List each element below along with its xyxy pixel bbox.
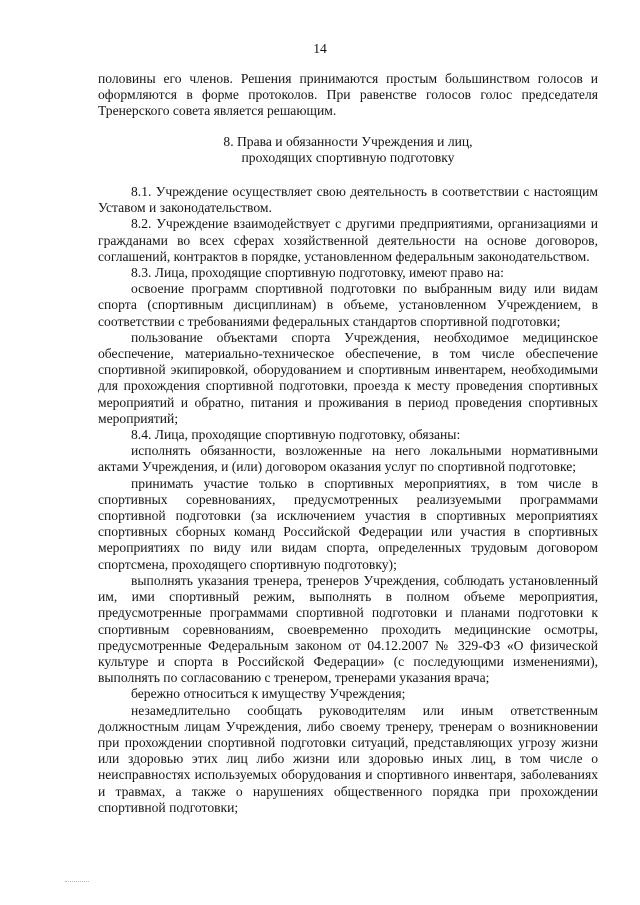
- clause-8-1: 8.1. Учреждение осуществляет свою деятельность в соответствии с настоящим Уставом и законодательством.: [98, 184, 598, 216]
- section-heading-line-1: 8. Права и обязанности Учреждения и лиц,: [223, 133, 473, 149]
- right-item-programs: освоение программ спортивной подготовки по выбранным виду или видам спорта (спортивным дисциплинам) в объеме, установленном Учреждением, в соответствии с требованиями федеральных стандартов спортивной подготовки;: [98, 281, 598, 329]
- clause-8-2: 8.2. Учреждение взаимодействует с другими предприятиями, организациями и гражданами во всех сферах хозяйственной деятельности на основе договоров, соглашений, контрактов в порядке, установленном федеральным законодательством.: [98, 216, 598, 264]
- page-number: 14: [313, 41, 327, 56]
- duty-item-local-acts: исполнять обязанности, возложенные на него локальными нормативными актами Учреждения, и (или) договором оказания услуг по спортивной подготовке;: [98, 443, 598, 475]
- clause-8-4: 8.4. Лица, проходящие спортивную подготовку, обязаны:: [131, 427, 461, 443]
- right-item-facilities: пользование объектами спорта Учреждения, необходимое медицинское обеспечение, материально-техническое обеспечение, в том числе обеспечение спортивной экипировкой, оборудованием и спортивным инвентарем, необходимыми для прохождения спортивной подготовки, проезда к месту проведения спортивных мероприятий и обратно, питания и проживания в период проведения спортивных мероприятий;: [98, 329, 598, 426]
- duty-item-coach-instructions: выполнять указания тренера, тренеров Учреждения, соблюдать установленный им, ими спортивный режим, выполнять в полном объеме мероприятия, предусмотренные программами спортивной подготовки и планами подготовки к спортивным соревнованиям, своевременно проходить медицинские осмотры, предусмотренные Федеральным законом от 04.12.2007 № 329-ФЗ «О физической культуре и спорта в Российской Федерации» (с последующими изменениями), выполнять по согласованию с тренером, тренерами указания врача;: [98, 572, 598, 686]
- clause-8-3: 8.3. Лица, проходящие спортивную подготовку, имеют право на:: [131, 265, 504, 281]
- duty-item-report-threats: незамедлительно сообщать руководителям или иным ответственным должностным лицам Учреждения, либо своему тренеру, тренерам о возникновении при прохождении спортивной подготовки ситуаций, представляющих угрозу жизни или здоровью этих лиц либо жизни или здоровью иных лиц, в том числе о неисправностях используемых оборудования и спортивного инвентаря, заболеваниях и травмах, а также о нарушениях общественного порядка при прохождении спортивной подготовки;: [98, 702, 598, 815]
- duty-item-property: бережно относиться к имуществу Учреждения;: [131, 686, 406, 702]
- section-heading: [98, 134, 598, 166]
- section-heading-line-2: проходящих спортивную подготовку: [241, 149, 455, 165]
- duty-item-events: принимать участие только в спортивных мероприятиях, в том числе в спортивных соревнованиях, предусмотренных реализуемыми программами спортивной подготовки (за исключением участия в спортивных мероприятиях спортивных сборных команд Российской Федерации или участия в спортивных мероприятиях по виду или видам спорта, определенных трудовым договором спортсмена, проходящего спортивную подготовку);: [98, 475, 598, 572]
- document-body: [98, 71, 598, 816]
- continued-paragraph: половины его членов. Решения принимаются простым большинством голосов и оформляются в форме протоколов. При равенстве голосов голос председателя Тренерского совета является решающим.: [98, 71, 598, 119]
- scan-artifact: [65, 881, 89, 884]
